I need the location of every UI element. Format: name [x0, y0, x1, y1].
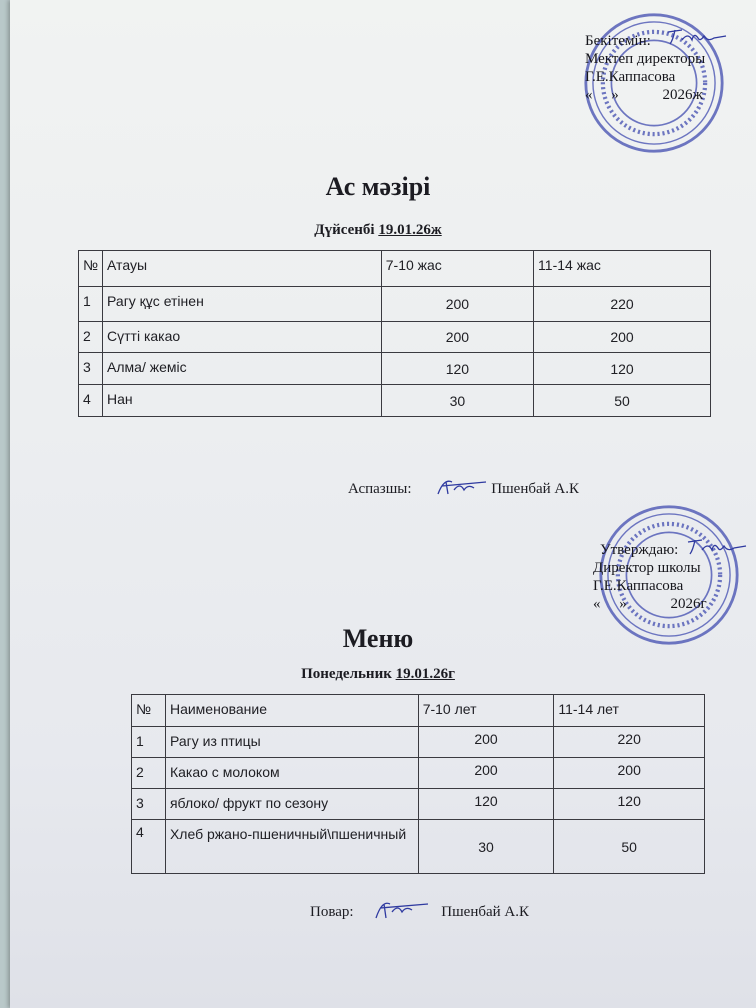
table-row: 2 Сүтті какао 200 200 [79, 322, 711, 353]
table-row: 2 Какао с молоком 200 200 [132, 758, 705, 789]
menu-title-ru: Меню [342, 624, 414, 653]
table-row: 3 Алма/ жеміс 120 120 [79, 353, 711, 385]
col-header-name: Наименование [165, 695, 418, 727]
menu-title-kz: Ас мәзірі [325, 172, 431, 201]
table-row: 4 Нан 30 50 [79, 385, 711, 417]
director-name: Г.Е.Каппасова [585, 69, 676, 85]
director-signature-middle [684, 536, 750, 558]
cook-name: Пшенбай А.К [441, 904, 530, 920]
director-signature-top [664, 26, 734, 48]
cook-name: Пшенбай А.К [491, 481, 580, 497]
table-row: 3 яблоко/ фрукт по сезону 120 120 [132, 789, 705, 820]
col-header-number: № [132, 695, 166, 727]
director-title: Директор школы [593, 560, 701, 576]
table-row: 1 Рагу құс етінен 200 220 [79, 287, 711, 322]
menu-date-kz: Дүйсенбі 19.01.26ж [314, 222, 442, 238]
cook-signature-kz [434, 476, 490, 498]
table-header-row [132, 695, 705, 727]
table-row: 4 Хлеб ржано-пшеничный\пшеничный 30 50 [132, 820, 705, 874]
cook-label: Повар: [310, 904, 354, 920]
cook-label: Аспазшы: [348, 481, 412, 497]
col-header-age-7-10: 7-10 лет [418, 695, 554, 727]
col-header-name: Атауы [103, 251, 382, 287]
table-row: 1 Рагу из птицы 200 220 [132, 727, 705, 758]
director-title: Мектеп директоры [585, 51, 706, 67]
approve-label: Бекітемін: [585, 33, 651, 49]
approve-label: Утверждаю: [600, 542, 679, 558]
director-name: Г.Е.Каппасова [593, 578, 684, 594]
col-header-age-11-14: 11-14 жас [534, 251, 711, 287]
cook-signature-ru [372, 898, 432, 922]
col-header-age-7-10: 7-10 жас [381, 251, 533, 287]
table-header-row [79, 251, 711, 287]
approve-date-line: « » 2026г [593, 596, 707, 612]
col-header-number: № [79, 251, 103, 287]
col-header-age-11-14: 11-14 лет [554, 695, 705, 727]
approve-date-line: « » 2026ж [585, 87, 703, 103]
menu-table-kz [78, 250, 711, 417]
menu-date-ru: Понедельник 19.01.26г [301, 666, 455, 682]
menu-table-ru [131, 694, 705, 874]
